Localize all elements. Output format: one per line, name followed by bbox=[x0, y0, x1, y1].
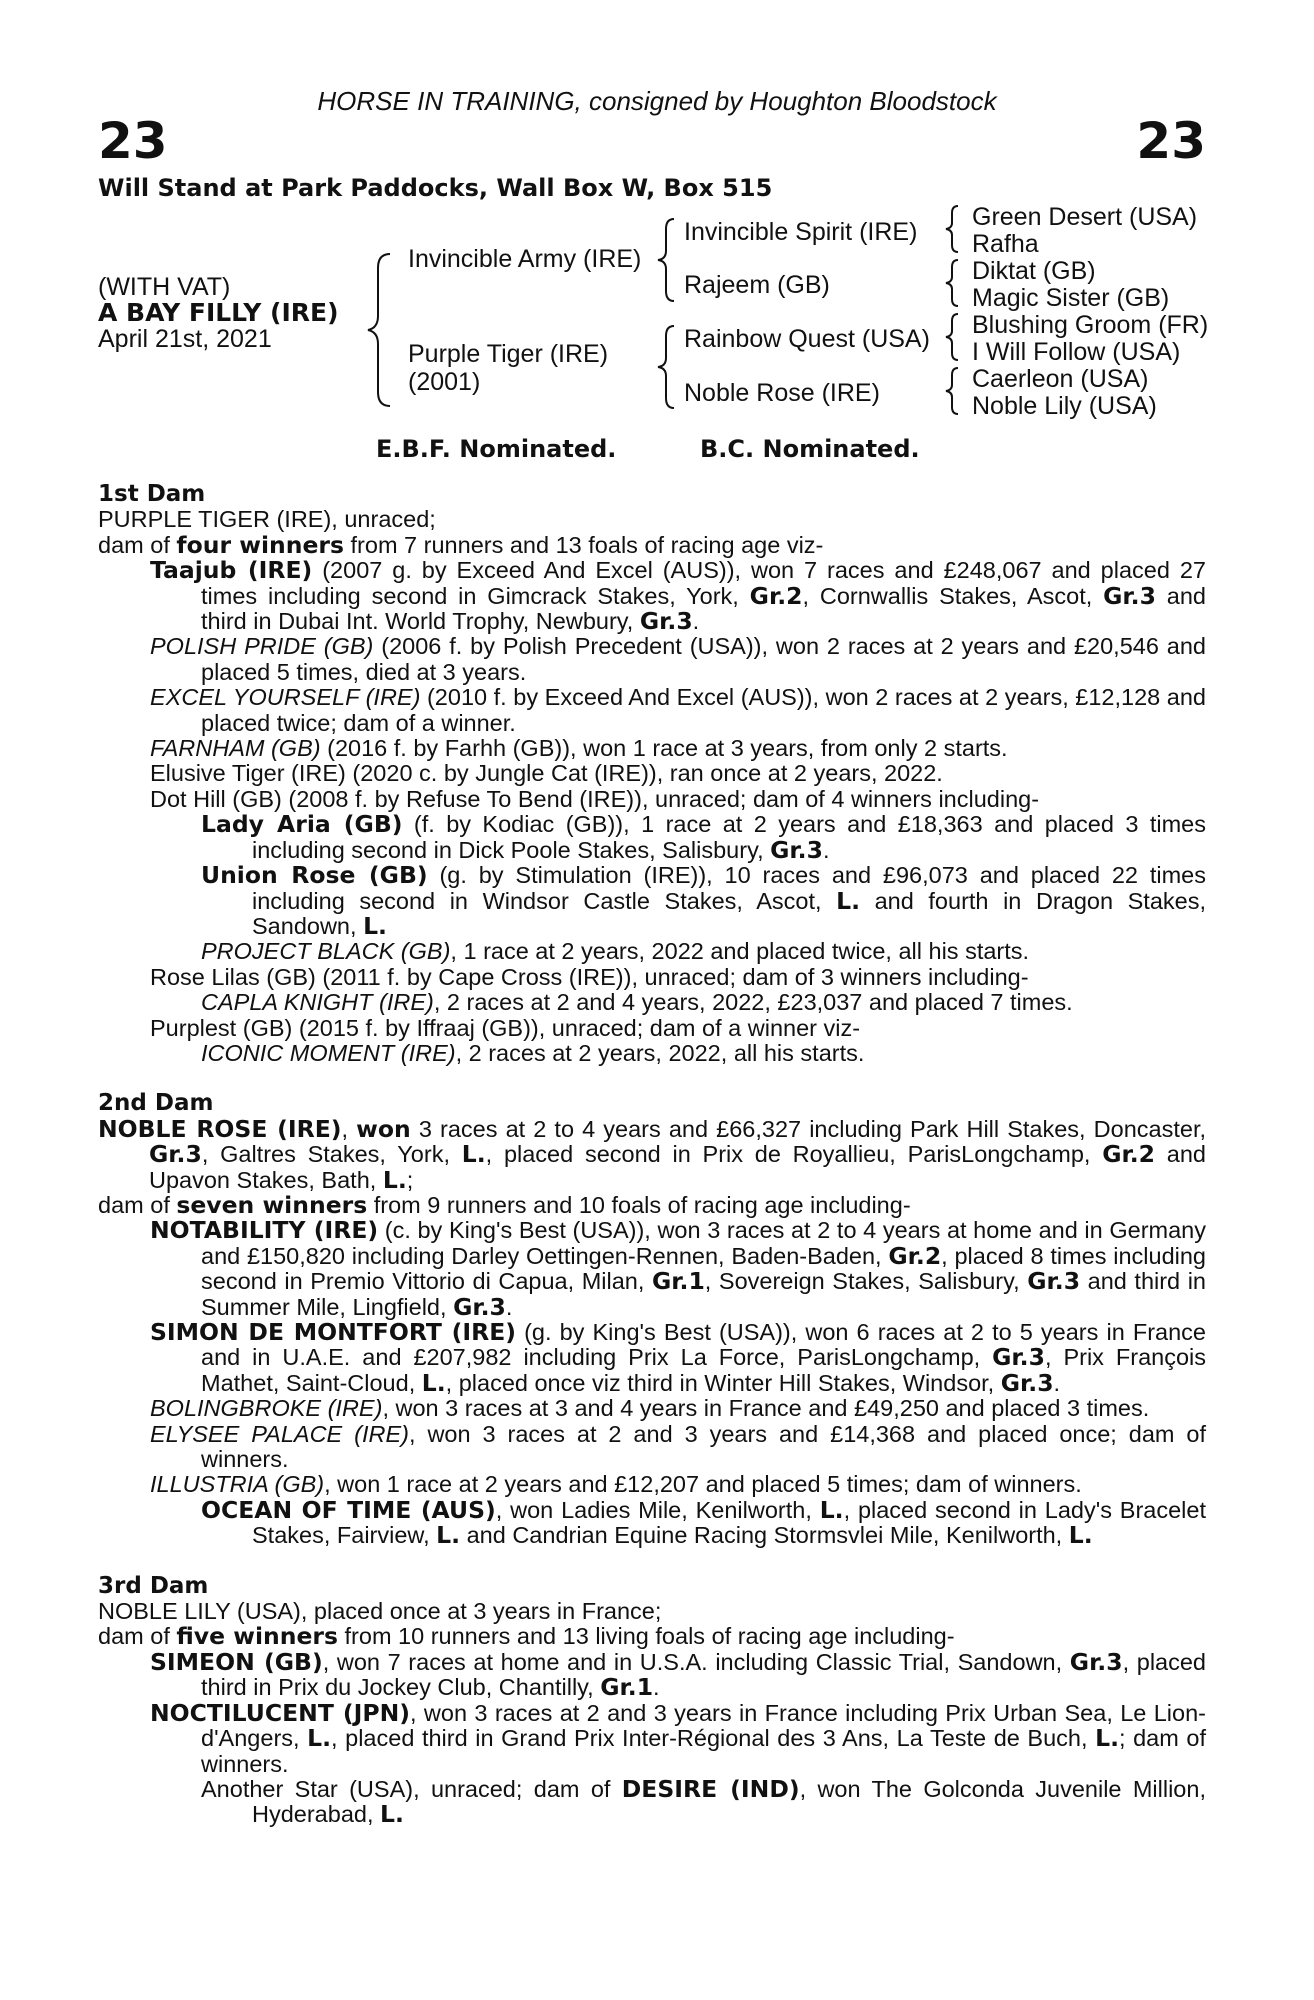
grand-produce-entry: Lady Aria (GB) (f. by Kodiac (GB)), 1 race at 2 years and £18,363 and placed 3 times including second in Dick Poole Stakes, Salisbury, Gr.3. bbox=[201, 810, 1206, 864]
grand-produce-entry: Union Rose (GB) (g. by Stimulation (IRE)), 10 races and £96,073 and placed 22 times including second in Windsor Castle Stakes, Ascot, L. and fourth in Dragon Stakes, Sandown, L. bbox=[201, 861, 1207, 940]
produce-entry: Dot Hill (GB) (2008 f. by Refuse To Bend (IRE)), unraced; dam of 4 winners including- bbox=[150, 785, 1040, 812]
third-dam-summary: dam of five winners from 10 runners and 13 living foals of racing age including- bbox=[98, 1622, 955, 1651]
produce-entry: NOTABILITY (IRE) (c. by King's Best (USA)), won 3 races at 2 to 4 years at home and in Germany and £150,820 including Darley Oettingen-Rennen, Baden-Baden, Gr.2, placed 8 times including second in Premio Vittorio di Capua, Milan, Gr.1, Sovereign Stakes, Salisbury, Gr.3 and third in Summer Mile, Lingfield, Gr.3. bbox=[150, 1216, 1207, 1321]
produce-entry: FARNHAM (GB) (2016 f. by Farhh (GB)), won 1 race at 3 years, from only 2 starts. bbox=[150, 735, 1008, 762]
horse-name: A BAY FILLY (IRE) bbox=[98, 298, 339, 327]
grand-produce-entry: ICONIC MOMENT (IRE), 2 races at 2 years, 2022, all his starts. bbox=[201, 1039, 865, 1066]
dam-dam: Noble Rose (IRE) bbox=[684, 379, 880, 407]
pedigree-brace-main bbox=[360, 250, 400, 410]
first-dam-summary: dam of four winners from 7 runners and 13 foals of racing age viz- bbox=[98, 530, 824, 559]
ss-brace bbox=[940, 203, 964, 255]
dss: Blushing Groom (FR) bbox=[972, 311, 1209, 339]
sd-brace bbox=[940, 257, 964, 309]
produce-entry: ILLUSTRIA (GB), won 1 race at 2 years and £12,207 and placed 5 times; dam of winners. bbox=[150, 1471, 1082, 1498]
sdd: Magic Sister (GB) bbox=[972, 284, 1170, 312]
ebf-nomination: E.B.F. Nominated. bbox=[376, 435, 617, 463]
produce-entry: Purplest (GB) (2015 f. by Iffraaj (GB)), unraced; dam of a winner viz- bbox=[150, 1014, 861, 1041]
produce-entry: Elusive Tiger (IRE) (2020 c. by Jungle Cat (IRE)), ran once at 2 years, 2022. bbox=[150, 760, 943, 787]
sire: Invincible Army (IRE) bbox=[408, 245, 642, 273]
second-dam-name: NOBLE ROSE (IRE), won 3 races at 2 to 4 years and £66,327 including Park Hill Stakes, Doncaster, Gr.3, Galtres Stakes, York, L., placed second in Prix de Royallieu, ParisLongchamp, Gr.2 and Upavon Stakes, Bath, L.; bbox=[98, 1114, 1207, 1194]
vat-note: (WITH VAT) bbox=[98, 273, 231, 301]
grand-produce-entry: Another Star (USA), unraced; dam of DESIRE (IND), won The Golconda Juvenile Million, Hyderabad, L. bbox=[201, 1774, 1206, 1829]
sire-dam: Rajeem (GB) bbox=[684, 271, 830, 299]
ddd: Noble Lily (USA) bbox=[972, 392, 1157, 420]
produce-entry: Rose Lilas (GB) (2011 f. by Cape Cross (IRE)), unraced; dam of 3 winners including- bbox=[150, 963, 1029, 990]
lot-number-left: 23 bbox=[98, 112, 168, 170]
dds: Caerleon (USA) bbox=[972, 365, 1149, 393]
bc-nomination: B.C. Nominated. bbox=[700, 435, 920, 463]
grand-produce-entry: OCEAN OF TIME (AUS), won Ladies Mile, Kenilworth, L., placed second in Lady's Bracelet Stakes, Fairview, L. and Candrian Equine Racing Stormsvlei Mile, Kenilworth, L. bbox=[201, 1495, 1206, 1550]
second-dam-heading: 2nd Dam bbox=[98, 1090, 214, 1117]
sire-brace bbox=[652, 215, 682, 305]
produce-entry: BOLINGBROKE (IRE), won 3 races at 3 and 4 years in France and £49,250 and placed 3 times. bbox=[150, 1395, 1150, 1422]
dam: Purple Tiger (IRE) bbox=[408, 340, 609, 368]
dsd: I Will Follow (USA) bbox=[972, 338, 1181, 366]
produce-entry: SIMON DE MONTFORT (IRE) (g. by King's Best (USA)), won 6 races at 2 to 5 years in France and in U.A.E. and £207,982 including Prix La Force, ParisLongchamp, Gr.3, Prix François Mathet, Saint-Cloud, L., placed once viz third in Winter Hill Stakes, Windsor, Gr.3. bbox=[150, 1318, 1206, 1397]
lot-number-right: 23 bbox=[1136, 112, 1206, 170]
produce-entry: Taajub (IRE) (2007 g. by Exceed And Excel (AUS)), won 7 races and £248,067 and placed 27 times including second in Gimcrack Stakes, York, Gr.2, Cornwallis Stakes, Ascot, Gr.3 and third in Dubai Int. World Trophy, Newbury, Gr.3. bbox=[150, 556, 1206, 636]
page-heading: HORSE IN TRAINING, consigned by Houghton Bloodstock bbox=[317, 86, 997, 116]
grand-produce-entry: PROJECT BLACK (GB), 1 race at 2 years, 2022 and placed twice, all his starts. bbox=[201, 938, 1030, 965]
sds: Diktat (GB) bbox=[972, 257, 1096, 285]
first-dam-name: PURPLE TIGER (IRE), unraced; bbox=[98, 506, 436, 533]
ds-brace bbox=[940, 311, 964, 363]
produce-entry: POLISH PRIDE (GB) (2006 f. by Polish Precedent (USA)), won 2 races at 2 years and £20,546 and placed 5 times, died at 3 years. bbox=[150, 633, 1206, 685]
sss: Green Desert (USA) bbox=[972, 203, 1198, 231]
ssd: Rafha bbox=[972, 230, 1039, 258]
dam-sire: Rainbow Quest (USA) bbox=[684, 325, 930, 353]
grand-produce-entry: CAPLA KNIGHT (IRE), 2 races at 2 and 4 years, 2022, £23,037 and placed 7 times. bbox=[201, 989, 1073, 1016]
produce-entry: EXCEL YOURSELF (IRE) (2010 f. by Exceed And Excel (AUS)), won 2 races at 2 years, £12,128 and placed twice; dam of a winner. bbox=[150, 684, 1207, 736]
stand-location: Will Stand at Park Paddocks, Wall Box W, Box 515 bbox=[98, 174, 773, 202]
first-dam-heading: 1st Dam bbox=[98, 481, 206, 507]
third-dam-name: NOBLE LILY (USA), placed once at 3 years in France; bbox=[98, 1598, 662, 1625]
dd-brace bbox=[940, 365, 964, 417]
sire-sire: Invincible Spirit (IRE) bbox=[684, 218, 918, 246]
second-dam-summary: dam of seven winners from 9 runners and 10 foals of racing age including- bbox=[98, 1190, 911, 1219]
produce-record bbox=[98, 482, 1206, 1828]
third-dam-heading: 3rd Dam bbox=[98, 1572, 209, 1599]
produce-entry: SIMEON (GB), won 7 races at home and in U.S.A. including Classic Trial, Sandown, Gr.3, placed third in Prix du Jockey Club, Chantilly, Gr.1. bbox=[150, 1647, 1206, 1702]
produce-entry: NOCTILUCENT (JPN), won 3 races at 2 and 3 years in France including Prix Urban Sea, Le Lion-d'Angers, L., placed third in Grand Prix Inter-Régional des 3 Ans, La Teste de Buch, L.; dam of winners. bbox=[150, 1698, 1206, 1777]
horse-dob: April 21st, 2021 bbox=[98, 325, 272, 353]
dam-brace bbox=[652, 322, 682, 412]
dam-year: (2001) bbox=[408, 368, 481, 396]
produce-entry: ELYSEE PALACE (IRE), won 3 races at 2 and 3 years and £14,368 and placed once; dam of winners. bbox=[150, 1420, 1206, 1473]
